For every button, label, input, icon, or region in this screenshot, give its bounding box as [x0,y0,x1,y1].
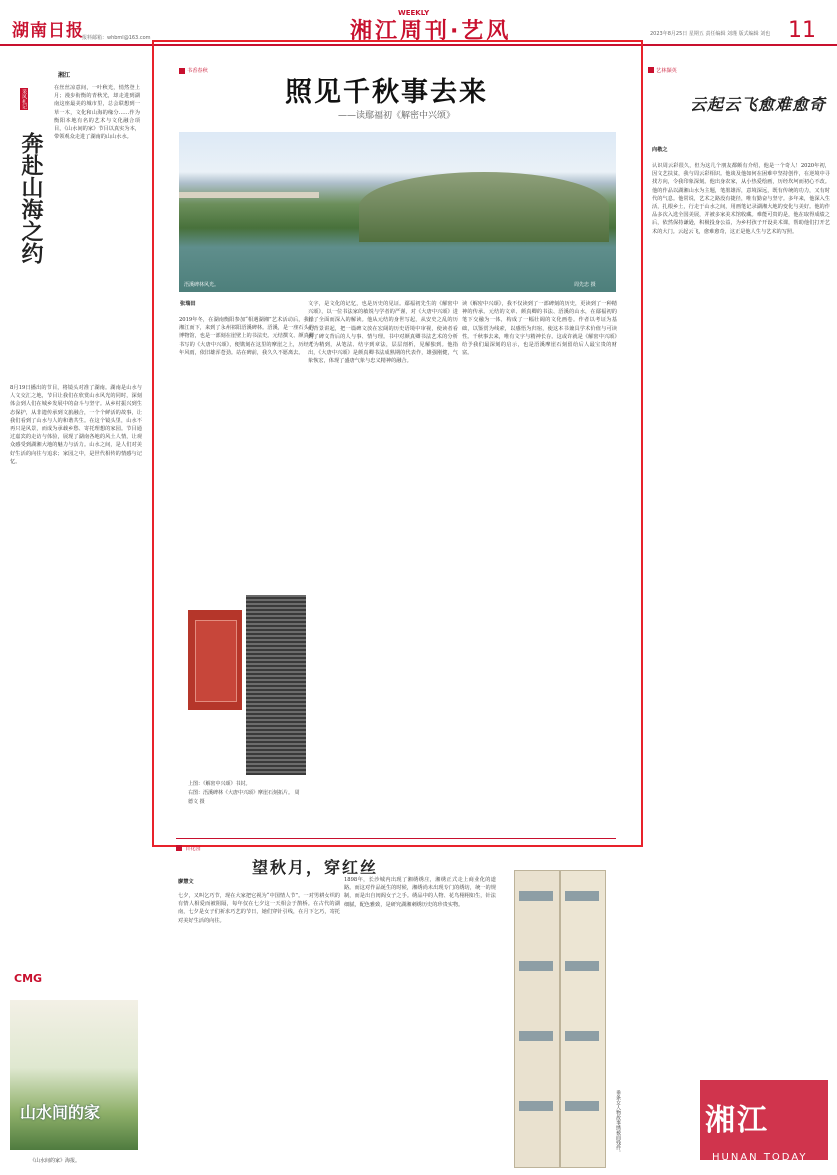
right-tag: 艺林撷英 [656,68,677,74]
essay-tag: 书香春秋 [187,68,208,74]
logo-text: 湘江 [705,1103,769,1138]
embroidery-caption: 垂条女人物故事绣被面残件。 [615,1090,621,1155]
column-label: 湘江 [58,72,71,79]
image-caption: 上图：《解密中兴颂》书封。 右图：浯溪碑林《大唐中兴颂》摩崖石刻拓片。 周德文 摄 [188,781,300,805]
right-article-author: 向敬之 [652,147,668,153]
left-headline: 奔赴山海之约 [18,132,44,264]
second-article-author: 廖慧文 [178,879,194,885]
weekly-label: WEEKLY [398,9,430,17]
essay-column-1: 2019年冬，在湖南衡阳参加“相遇湖湘”艺术活动后，我沿湘江而下，来到了永州祁阳浯溪碑林。浯溪，是一座石头的博物馆，也是一部刻在崖壁上的书法史。元结撰文、颜真卿书写的《大唐中兴颂》，便镌刻在这里的摩崖之上，历经千年风雨，依旧雄浑苍劲。站在碑前，我久久不愿离去。 [179,317,314,356]
photo-caption: 浯溪碑林风光。 [184,282,220,288]
section-divider [176,838,616,839]
left-article-body-bottom: 8月19日播出的节目，将镜头对准了湖南。湖南是山水与人文交汇之地，节目让我们在欣赏山水风光的同时，深刻体会到人们在城乡发展中的奋斗与坚守。从乡村振兴到生态保护，从非遗传承到文旅融合，一个个鲜活的故事，让我们看到了山水与人的和谐共生。在这个镜头里，山水不再只是风景，而成为承载乡愁、寄托理想的家园。节目通过嘉宾的走访与体验，展现了湖南各地的风土人情，让观众感受到湖湘大地的魅力与活力。山水之间，是人们对美好生活的向往与追求；家园之中，是世代相传的情感与记忆。 [10,385,142,465]
embroidery-panel-right [560,870,606,1168]
second-tag: 百花园 [185,846,201,852]
paper-logo: 湖南日报 [12,21,84,41]
embroidery-panel-left [514,870,560,1168]
left-section-tab: 采风札记 [21,89,27,109]
section-title: 湘江周刊·艺风 [350,19,512,44]
stele-rubbing-image [246,595,306,775]
logo-english: HUNAN TODAY [712,1152,808,1163]
essay-column-3: 读《解密中兴颂》，我不仅读到了一部碑刻的历史，更读到了一种精神的传承。元结的文章、颜真卿的书法、浯溪的山水，在鄢福初的笔下交融为一体，构成了一幅壮阔的文化画卷。作者以考证为基础，以鉴赏为线索，以感悟为归宿，使这本书兼具学术价值与可读性。千秋事去来，唯有文字与精神长存。这或许就是《解密中兴颂》给予我们最深刻的启示，也是浯溪摩崖石刻留给后人最宝贵的财富。 [462,301,617,357]
article-subtitle: ——读鄢福初《解密中兴颂》 [338,111,456,121]
date-info: 2023年8月25日 星期五 责任编辑 刘瑾 版式编辑 刘也 [650,31,771,37]
left-article-body-top: 在丝丝凉意间，一叶秋光，悄然登上月；漫步衔衡的青秋光，却走进到湖南这座最美的城市里，总会联想到一草一木，文化和山海的缘分……作为衡阳本地有名的艺术与文化融合项目，《山水间的家》节目以真实为本，带领观众走进了湖南的山山水水。 [54,85,140,141]
article-title: 照见千秋事去来 [285,77,488,108]
second-article-title: 望秋月，穿红丝 [252,858,379,877]
poster-caption: 《山水间的家》海报。 [30,1158,81,1164]
essay-column-2: 文字，是文化的记忆，也是历史的见证。鄢福初先生的《解密中兴颂》，以一位书法家的敏锐与学者的严谨，对《大唐中兴颂》进行了全面而深入的解读。他从元结的身世写起，从安史之乱的历史背景讲起，把一篇碑文放在宏阔的历史语境中审视，使读者看到了碑文背后的人与事、情与理。书中对颜真卿书法艺术的分析尤为精到，从笔法、结字到章法，层层剖析，见解独到。他指出，《大唐中兴颂》是颜真卿书法成熟期的代表作，雄强刚健，气象恢宏，体现了盛唐气象与忠义精神的融合。 [308,301,458,365]
photo-bridge [179,192,319,198]
right-tag-marker [648,67,654,73]
paper-contact-info: 报料邮箱：whbml@163.com [82,35,151,41]
second-article-column-1: 七夕，又叫乞巧节，现在大家把它视为“中国情人节”。一对男耕女织的有情人相爱而被阻隔，每年仅在七夕这一天相会于鹊桥。在古代的湖南，七夕是女子们祈求巧艺的节日，她们穿针引线，在月下乞巧，寄托对美好生活的向往。 [178,893,340,924]
landscape-photo [179,132,616,292]
book-cover-image [188,610,242,710]
photo-cliff [359,172,609,242]
photo-credit: 周先忠 摄 [574,282,596,288]
right-article-title: 云起云飞愈难愈奇 [690,95,827,114]
right-article-body: 认识周云彩很久，但为这几个朋友都颇有介绍，他是一个奇人！2020年初，因文艺扶贫，我与周云彩相识。他谈及他如何在困难中坚持创作，在逆境中寻找方向，令我印象深刻。他出身农家，从小热爱绘画，历经坎坷而初心不改。他的作品以湖湘山水为主题，笔墨雄浑，意境深远，既有传统的功力，又有时代的气息。他常说，艺术之路没有捷径，唯有勤奋与坚守。多年来，他深入生活，扎根乡土，行走于山水之间，用画笔记录湖湘大地的变化与美好。他的作品多次入选全国美展，并被多家美术馆收藏。难能可贵的是，他在取得成绩之后，依然保持谦逊，积极投身公益，为乡村孩子开设美术课，帮助他们打开艺术的大门。云起云飞，愈难愈奇，这正是他人生与艺术的写照。 [652,163,830,235]
essay-tag-marker [179,68,185,74]
poster-image [10,1000,138,1150]
essay-author: 张瑞田 [180,301,196,307]
poster-title: 山水间的家 [20,1103,101,1122]
second-article-column-2: 1898年，长沙城内出现了湘绣绣庄，湘绣正式走上商业化的道路。而这对作品诞生的时候，湘绣尚未出现专门的绣坊，统一的规制，而是出自闺阁女子之手。绣品中的人物、花鸟栩栩如生，针法细腻，配色雅致，是研究湖湘刺绣历史的珍贵实物。 [344,877,496,908]
book-cover-panel [195,620,237,702]
second-tag-marker [176,845,182,851]
cmg-logo: CMG [14,972,43,985]
page-number: 11 [788,18,816,43]
